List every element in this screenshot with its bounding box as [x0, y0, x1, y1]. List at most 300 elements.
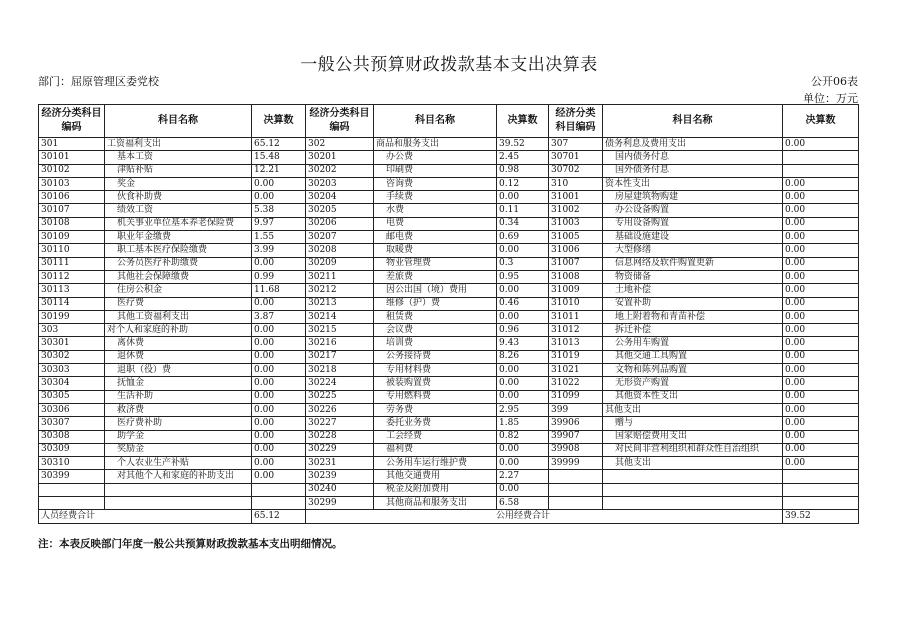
personnel-total-label: 人员经费合计: [39, 510, 252, 523]
personnel-account-name: [105, 483, 252, 496]
goods-amount-value: 0.12: [497, 177, 549, 190]
other-account-name: 基础设施建设: [603, 231, 783, 244]
table-header-row: [39, 105, 859, 138]
personnel-account-code: 30301: [39, 337, 105, 350]
other-account-code: 31006: [549, 244, 603, 257]
other-amount-value: 0.00: [783, 217, 859, 230]
other-account-code: 31005: [549, 231, 603, 244]
goods-amount-value: 0.00: [497, 443, 549, 456]
goods-account-code: 302: [306, 138, 374, 151]
personnel-account-code: 30110: [39, 244, 105, 257]
goods-amount-value: 0.00: [497, 377, 549, 390]
personnel-amount-value: 0.00: [252, 403, 306, 416]
table-row: [39, 403, 859, 416]
goods-account-code: 30214: [306, 310, 374, 323]
goods-account-code: 30206: [306, 217, 374, 230]
other-account-code: 31019: [549, 350, 603, 363]
other-amount-value: 0.00: [783, 324, 859, 337]
personnel-amount-value: 5.38: [252, 204, 306, 217]
other-account-name: [603, 470, 783, 483]
goods-account-code: 30299: [306, 497, 374, 510]
goods-amount-value: 0.00: [497, 483, 549, 496]
goods-account-code: 30215: [306, 324, 374, 337]
public-total-label: 公用经费合计: [306, 510, 783, 523]
goods-account-code: 30209: [306, 257, 374, 270]
other-amount-value: 0.00: [783, 390, 859, 403]
goods-account-name: 其他交通费用: [374, 470, 497, 483]
goods-account-code: 30229: [306, 443, 374, 456]
personnel-account-code: 30307: [39, 417, 105, 430]
other-account-code: 39907: [549, 430, 603, 443]
personnel-account-code: 30103: [39, 177, 105, 190]
goods-account-code: 30205: [306, 204, 374, 217]
table-row: [39, 483, 859, 496]
other-account-code: 307: [549, 138, 603, 151]
table-row: [39, 257, 859, 270]
other-account-code: 31012: [549, 324, 603, 337]
goods-amount-value: 0.82: [497, 430, 549, 443]
other-account-name: 国外债务付息: [603, 164, 783, 177]
other-amount-value: 0.00: [783, 377, 859, 390]
other-account-name: 房屋建筑物购建: [603, 191, 783, 204]
personnel-total-amount: 65.12: [252, 510, 306, 523]
personnel-account-name: 对其他个人和家庭的补助支出: [105, 470, 252, 483]
goods-account-name: 印刷费: [374, 164, 497, 177]
header-name: 科目名称: [105, 105, 252, 138]
table-row: [39, 390, 859, 403]
goods-account-name: 因公出国（境）费用: [374, 284, 497, 297]
personnel-amount-value: 0.00: [252, 177, 306, 190]
goods-amount-value: 39.52: [497, 138, 549, 151]
other-account-code: 31009: [549, 284, 603, 297]
other-account-code: 31099: [549, 390, 603, 403]
personnel-account-code: 30112: [39, 270, 105, 283]
goods-amount-value: 0.00: [497, 390, 549, 403]
header-code: 经济分类科目编码: [39, 105, 105, 138]
other-amount-value: 0.00: [783, 364, 859, 377]
other-account-code: 31002: [549, 204, 603, 217]
personnel-account-name: 津贴补贴: [105, 164, 252, 177]
personnel-account-code: 30114: [39, 297, 105, 310]
other-account-name: [603, 483, 783, 496]
table-row: [39, 297, 859, 310]
personnel-account-name: 职工基本医疗保险缴费: [105, 244, 252, 257]
expenditure-table: [38, 104, 859, 524]
goods-account-name: 维修（护）费: [374, 297, 497, 310]
goods-account-code: 30213: [306, 297, 374, 310]
table-row: [39, 377, 859, 390]
goods-amount-value: 0.00: [497, 191, 549, 204]
other-account-name: 其他交通工具购置: [603, 350, 783, 363]
goods-account-name: 租赁费: [374, 310, 497, 323]
other-account-name: 专用设备购置: [603, 217, 783, 230]
other-account-code: 31011: [549, 310, 603, 323]
header-amount: 决算数: [783, 105, 859, 138]
goods-account-name: 公务用车运行维护费: [374, 457, 497, 470]
goods-account-name: 被装购置费: [374, 377, 497, 390]
other-amount-value: [783, 470, 859, 483]
goods-account-name: 委托业务费: [374, 417, 497, 430]
table-row: [39, 284, 859, 297]
personnel-account-name: 医疗费补助: [105, 417, 252, 430]
personnel-amount-value: [252, 483, 306, 496]
personnel-amount-value: 0.00: [252, 191, 306, 204]
other-amount-value: [783, 497, 859, 510]
personnel-account-name: 助学金: [105, 430, 252, 443]
other-account-code: 31003: [549, 217, 603, 230]
personnel-account-name: 公务员医疗补助缴费: [105, 257, 252, 270]
goods-account-code: 30240: [306, 483, 374, 496]
personnel-account-name: 个人农业生产补贴: [105, 457, 252, 470]
header-name: 科目名称: [603, 105, 783, 138]
other-amount-value: 0.00: [783, 138, 859, 151]
personnel-amount-value: 0.00: [252, 430, 306, 443]
personnel-account-code: [39, 483, 105, 496]
goods-amount-value: 6.58: [497, 497, 549, 510]
other-account-name: 安置补助: [603, 297, 783, 310]
other-account-name: 其他资本性支出: [603, 390, 783, 403]
other-account-code: 399: [549, 403, 603, 416]
goods-amount-value: 0.00: [497, 284, 549, 297]
other-amount-value: 0.00: [783, 403, 859, 416]
header-code: 经济分类科目编码: [549, 105, 603, 138]
goods-account-code: 30217: [306, 350, 374, 363]
personnel-account-code: 30107: [39, 204, 105, 217]
other-account-code: 39908: [549, 443, 603, 456]
other-amount-value: 0.00: [783, 350, 859, 363]
table-row: [39, 138, 859, 151]
table-row: [39, 470, 859, 483]
goods-account-name: 邮电费: [374, 231, 497, 244]
other-amount-value: 0.00: [783, 430, 859, 443]
personnel-account-name: 工资福利支出: [105, 138, 252, 151]
table-row: [39, 270, 859, 283]
personnel-account-code: 301: [39, 138, 105, 151]
other-account-code: [549, 497, 603, 510]
public-total-amount: 39.52: [783, 510, 859, 523]
table-row: [39, 497, 859, 510]
other-amount-value: 0.00: [783, 244, 859, 257]
other-account-code: 39999: [549, 457, 603, 470]
goods-account-name: 工会经费: [374, 430, 497, 443]
personnel-account-name: 住房公积金: [105, 284, 252, 297]
personnel-account-code: 30113: [39, 284, 105, 297]
goods-account-name: 物业管理费: [374, 257, 497, 270]
other-account-code: 31013: [549, 337, 603, 350]
personnel-account-code: 30109: [39, 231, 105, 244]
personnel-amount-value: 1.55: [252, 231, 306, 244]
personnel-account-code: 30111: [39, 257, 105, 270]
goods-account-code: 30208: [306, 244, 374, 257]
goods-amount-value: 0.98: [497, 164, 549, 177]
other-account-name: 物资储备: [603, 270, 783, 283]
table-row: [39, 231, 859, 244]
goods-account-name: 电费: [374, 217, 497, 230]
table-row: [39, 430, 859, 443]
goods-account-name: 水费: [374, 204, 497, 217]
other-account-code: 31010: [549, 297, 603, 310]
table-row: [39, 350, 859, 363]
personnel-account-name: [105, 497, 252, 510]
goods-account-code: 30216: [306, 337, 374, 350]
goods-account-name: 办公费: [374, 151, 497, 164]
goods-account-code: 30227: [306, 417, 374, 430]
unit-label: 单位：万元: [803, 92, 858, 105]
goods-account-name: 取暖费: [374, 244, 497, 257]
personnel-account-name: 其他工资福利支出: [105, 310, 252, 323]
personnel-amount-value: 15.48: [252, 151, 306, 164]
table-row: [39, 443, 859, 456]
other-amount-value: 0.00: [783, 337, 859, 350]
personnel-account-name: 救济费: [105, 403, 252, 416]
personnel-amount-value: 9.97: [252, 217, 306, 230]
other-account-name: 资本性支出: [603, 177, 783, 190]
goods-amount-value: 9.43: [497, 337, 549, 350]
header-name: 科目名称: [374, 105, 497, 138]
personnel-account-code: 30304: [39, 377, 105, 390]
other-amount-value: 0.00: [783, 457, 859, 470]
form-number: 公开06表: [811, 75, 858, 88]
other-amount-value: [783, 164, 859, 177]
goods-amount-value: 0.69: [497, 231, 549, 244]
goods-amount-value: 0.00: [497, 457, 549, 470]
table-row: [39, 417, 859, 430]
personnel-account-code: 30108: [39, 217, 105, 230]
other-account-name: 债务利息及费用支出: [603, 138, 783, 151]
table-row: [39, 457, 859, 470]
personnel-amount-value: 0.00: [252, 377, 306, 390]
personnel-account-name: 退职（役）费: [105, 364, 252, 377]
personnel-account-name: 其他社会保障缴费: [105, 270, 252, 283]
goods-account-code: 30202: [306, 164, 374, 177]
table-row: [39, 151, 859, 164]
goods-account-name: 专用材料费: [374, 364, 497, 377]
goods-amount-value: 0.46: [497, 297, 549, 310]
goods-account-code: 30226: [306, 403, 374, 416]
goods-account-code: 30225: [306, 390, 374, 403]
goods-account-code: 30203: [306, 177, 374, 190]
personnel-amount-value: 12.21: [252, 164, 306, 177]
other-account-code: [549, 483, 603, 496]
goods-account-name: 会议费: [374, 324, 497, 337]
personnel-account-code: 30399: [39, 470, 105, 483]
personnel-account-name: 伙食补助费: [105, 191, 252, 204]
footnote: 注：本表反映部门年度一般公共预算财政拨款基本支出明细情况。: [38, 538, 343, 550]
personnel-account-code: 30106: [39, 191, 105, 204]
goods-amount-value: 2.45: [497, 151, 549, 164]
personnel-amount-value: 0.00: [252, 457, 306, 470]
goods-amount-value: 0.95: [497, 270, 549, 283]
personnel-amount-value: 11.68: [252, 284, 306, 297]
goods-amount-value: 2.27: [497, 470, 549, 483]
goods-account-code: 30224: [306, 377, 374, 390]
personnel-account-name: 机关事业单位基本养老保险费: [105, 217, 252, 230]
other-amount-value: 0.00: [783, 177, 859, 190]
other-amount-value: 0.00: [783, 310, 859, 323]
table-row: [39, 191, 859, 204]
goods-amount-value: 8.26: [497, 350, 549, 363]
other-amount-value: [783, 483, 859, 496]
other-account-name: 地上附着物和青苗补偿: [603, 310, 783, 323]
other-account-name: 对民间非营利组织和群众性自治组织: [603, 443, 783, 456]
personnel-account-code: 30310: [39, 457, 105, 470]
personnel-account-code: 30308: [39, 430, 105, 443]
personnel-amount-value: 0.00: [252, 337, 306, 350]
goods-amount-value: 1.85: [497, 417, 549, 430]
goods-account-code: 30212: [306, 284, 374, 297]
other-account-code: 30702: [549, 164, 603, 177]
goods-account-name: 劳务费: [374, 403, 497, 416]
goods-amount-value: 0.00: [497, 310, 549, 323]
table-row: [39, 204, 859, 217]
page-title: 一般公共预算财政拨款基本支出决算表: [300, 55, 598, 75]
other-account-name: 文物和陈列品购置: [603, 364, 783, 377]
table-row: [39, 364, 859, 377]
personnel-amount-value: 0.00: [252, 257, 306, 270]
personnel-amount-value: 0.00: [252, 324, 306, 337]
goods-account-code: 30207: [306, 231, 374, 244]
other-amount-value: 0.00: [783, 257, 859, 270]
other-account-name: 办公设备购置: [603, 204, 783, 217]
goods-amount-value: 0.96: [497, 324, 549, 337]
goods-account-name: 咨询费: [374, 177, 497, 190]
other-account-name: 拆迁补偿: [603, 324, 783, 337]
personnel-account-code: 30199: [39, 310, 105, 323]
personnel-account-name: 绩效工资: [105, 204, 252, 217]
other-account-code: 31022: [549, 377, 603, 390]
header-amount: 决算数: [252, 105, 306, 138]
table-row: [39, 337, 859, 350]
other-account-code: 31021: [549, 364, 603, 377]
personnel-account-name: 基本工资: [105, 151, 252, 164]
other-account-name: 其他支出: [603, 403, 783, 416]
other-account-name: 土地补偿: [603, 284, 783, 297]
personnel-amount-value: 0.00: [252, 364, 306, 377]
goods-amount-value: 0.34: [497, 217, 549, 230]
goods-account-code: 30218: [306, 364, 374, 377]
personnel-amount-value: 0.00: [252, 470, 306, 483]
header-amount: 决算数: [497, 105, 549, 138]
personnel-account-code: 30101: [39, 151, 105, 164]
goods-account-name: 商品和服务支出: [374, 138, 497, 151]
goods-account-code: 30201: [306, 151, 374, 164]
personnel-account-code: 30309: [39, 443, 105, 456]
other-account-code: 30701: [549, 151, 603, 164]
other-account-name: 赠与: [603, 417, 783, 430]
personnel-amount-value: 0.99: [252, 270, 306, 283]
personnel-account-name: 奖金: [105, 177, 252, 190]
other-account-code: 31001: [549, 191, 603, 204]
personnel-account-code: 30305: [39, 390, 105, 403]
personnel-amount-value: 3.87: [252, 310, 306, 323]
personnel-account-name: 奖励金: [105, 443, 252, 456]
goods-amount-value: 0.11: [497, 204, 549, 217]
other-account-name: 国内债务付息: [603, 151, 783, 164]
personnel-account-name: 退休费: [105, 350, 252, 363]
goods-amount-value: 0.00: [497, 244, 549, 257]
other-account-name: 国家赔偿费用支出: [603, 430, 783, 443]
other-account-code: 39906: [549, 417, 603, 430]
personnel-account-name: 抚恤金: [105, 377, 252, 390]
personnel-account-name: 对个人和家庭的补助: [105, 324, 252, 337]
table-row: [39, 177, 859, 190]
other-account-code: [549, 470, 603, 483]
goods-amount-value: 2.95: [497, 403, 549, 416]
personnel-amount-value: 0.00: [252, 443, 306, 456]
goods-account-name: 手续费: [374, 191, 497, 204]
personnel-amount-value: 3.99: [252, 244, 306, 257]
other-amount-value: 0.00: [783, 417, 859, 430]
other-account-code: 31007: [549, 257, 603, 270]
other-account-code: 310: [549, 177, 603, 190]
other-amount-value: [783, 151, 859, 164]
goods-account-code: 30204: [306, 191, 374, 204]
department-label: 部门：屈原管理区委党校: [38, 75, 159, 88]
goods-account-name: 培训费: [374, 337, 497, 350]
personnel-account-name: 离休费: [105, 337, 252, 350]
personnel-account-code: 30306: [39, 403, 105, 416]
other-account-name: 公务用车购置: [603, 337, 783, 350]
personnel-account-name: 生活补助: [105, 390, 252, 403]
other-amount-value: 0.00: [783, 204, 859, 217]
table-row: [39, 244, 859, 257]
goods-account-name: 专用燃料费: [374, 390, 497, 403]
table-row: [39, 217, 859, 230]
table-row: [39, 164, 859, 177]
personnel-amount-value: 0.00: [252, 390, 306, 403]
goods-account-name: 其他商品和服务支出: [374, 497, 497, 510]
other-account-name: [603, 497, 783, 510]
other-account-name: 信息网络及软件购置更新: [603, 257, 783, 270]
personnel-amount-value: 65.12: [252, 138, 306, 151]
other-amount-value: 0.00: [783, 284, 859, 297]
goods-account-code: 30239: [306, 470, 374, 483]
other-account-code: 31008: [549, 270, 603, 283]
personnel-amount-value: 0.00: [252, 297, 306, 310]
personnel-account-code: 30102: [39, 164, 105, 177]
personnel-account-name: 职业年金缴费: [105, 231, 252, 244]
other-amount-value: 0.00: [783, 191, 859, 204]
totals-row: [39, 510, 859, 523]
other-amount-value: 0.00: [783, 443, 859, 456]
goods-account-name: 公务接待费: [374, 350, 497, 363]
goods-account-name: 差旅费: [374, 270, 497, 283]
personnel-amount-value: 0.00: [252, 417, 306, 430]
personnel-account-name: 医疗费: [105, 297, 252, 310]
goods-account-name: 福利费: [374, 443, 497, 456]
goods-account-code: 30231: [306, 457, 374, 470]
goods-account-name: 税金及附加费用: [374, 483, 497, 496]
header-code: 经济分类科目编码: [306, 105, 374, 138]
goods-account-code: 30228: [306, 430, 374, 443]
other-account-name: 其他支出: [603, 457, 783, 470]
personnel-amount-value: [252, 497, 306, 510]
goods-amount-value: 0.00: [497, 364, 549, 377]
goods-amount-value: 0.3: [497, 257, 549, 270]
other-amount-value: 0.00: [783, 231, 859, 244]
table-row: [39, 310, 859, 323]
goods-account-code: 30211: [306, 270, 374, 283]
personnel-account-code: 30303: [39, 364, 105, 377]
other-amount-value: 0.00: [783, 297, 859, 310]
personnel-account-code: 303: [39, 324, 105, 337]
personnel-amount-value: 0.00: [252, 350, 306, 363]
other-account-name: 大型修缮: [603, 244, 783, 257]
table-row: [39, 324, 859, 337]
other-account-name: 无形资产购置: [603, 377, 783, 390]
personnel-account-code: 30302: [39, 350, 105, 363]
personnel-account-code: [39, 497, 105, 510]
